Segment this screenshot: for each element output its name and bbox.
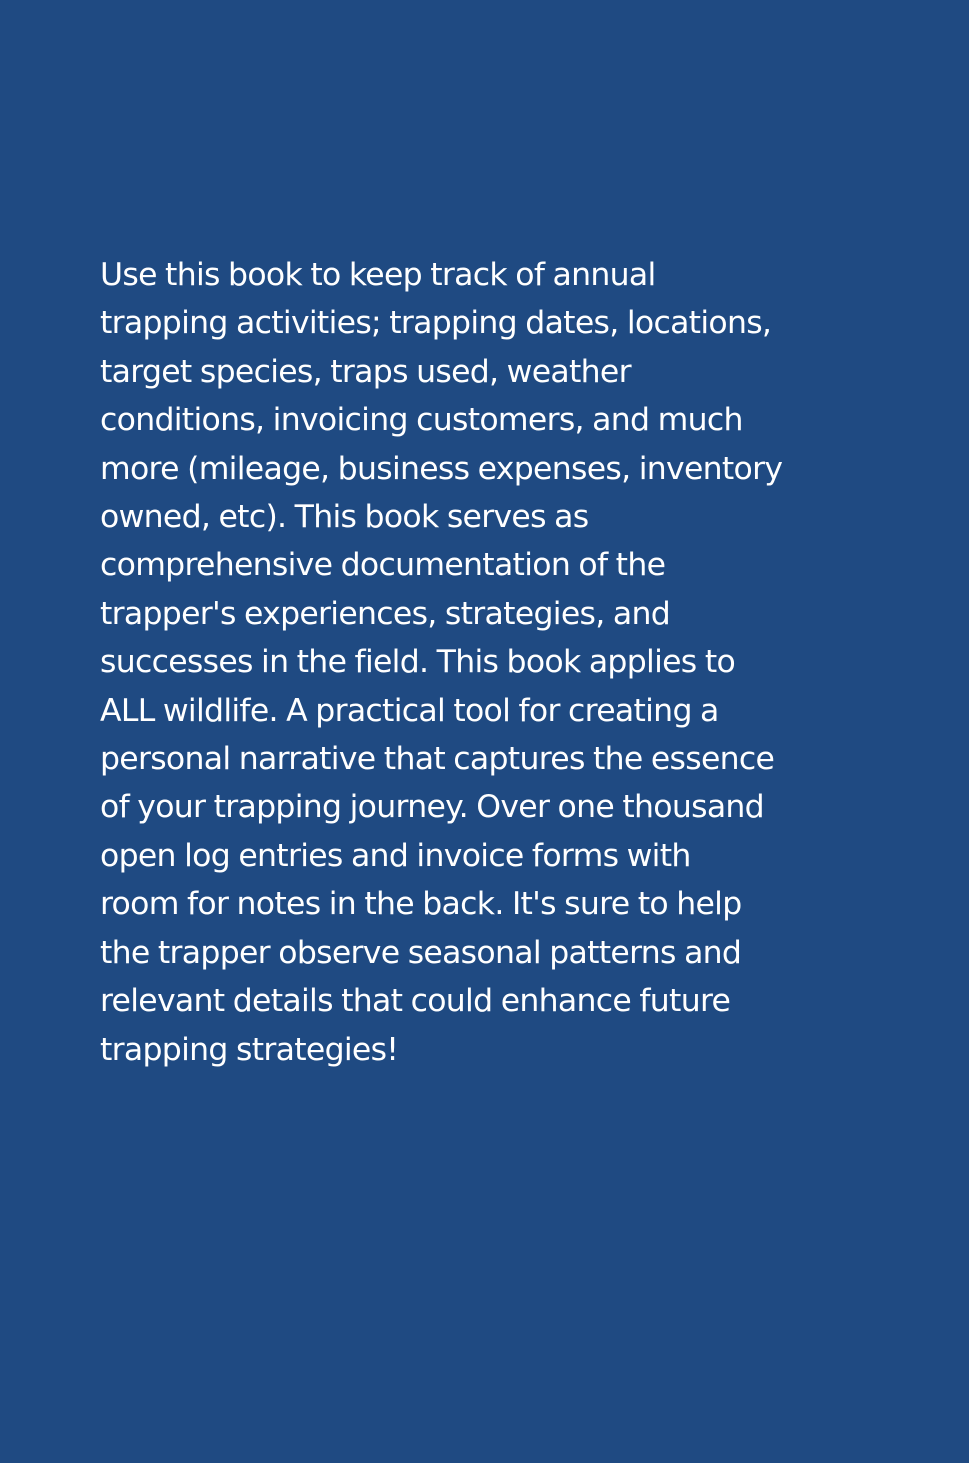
- description-line: trapping strategies!: [100, 1031, 399, 1068]
- description-line: of your trapping journey. Over one thousand: [100, 789, 764, 826]
- description-line: conditions, invoicing customers, and much: [100, 402, 743, 439]
- description-line: the trapper observe seasonal patterns and: [100, 934, 742, 971]
- description-line: room for notes in the back. It's sure to help: [100, 886, 742, 923]
- description-line: open log entries and invoice forms with: [100, 837, 691, 874]
- description-line: comprehensive documentation of the: [100, 547, 666, 584]
- description-text: [100, 251, 860, 1074]
- description-line: Use this book to keep track of annual: [100, 257, 656, 293]
- description-line: successes in the field. This book applies to: [100, 644, 736, 681]
- description-line: ALL wildlife. A practical tool for creating a: [100, 692, 719, 729]
- description-line: owned, etc). This book serves as: [100, 499, 589, 536]
- description-line: target species, traps used, weather: [100, 353, 631, 390]
- description-line: trapping activities; trapping dates, locations,: [100, 305, 772, 342]
- description-line: relevant details that could enhance future: [100, 983, 731, 1020]
- description-line: trapper's experiences, strategies, and: [100, 595, 671, 632]
- description-line: personal narrative that captures the essence: [100, 741, 775, 778]
- description-line: more (mileage, business expenses, inventory: [100, 450, 783, 487]
